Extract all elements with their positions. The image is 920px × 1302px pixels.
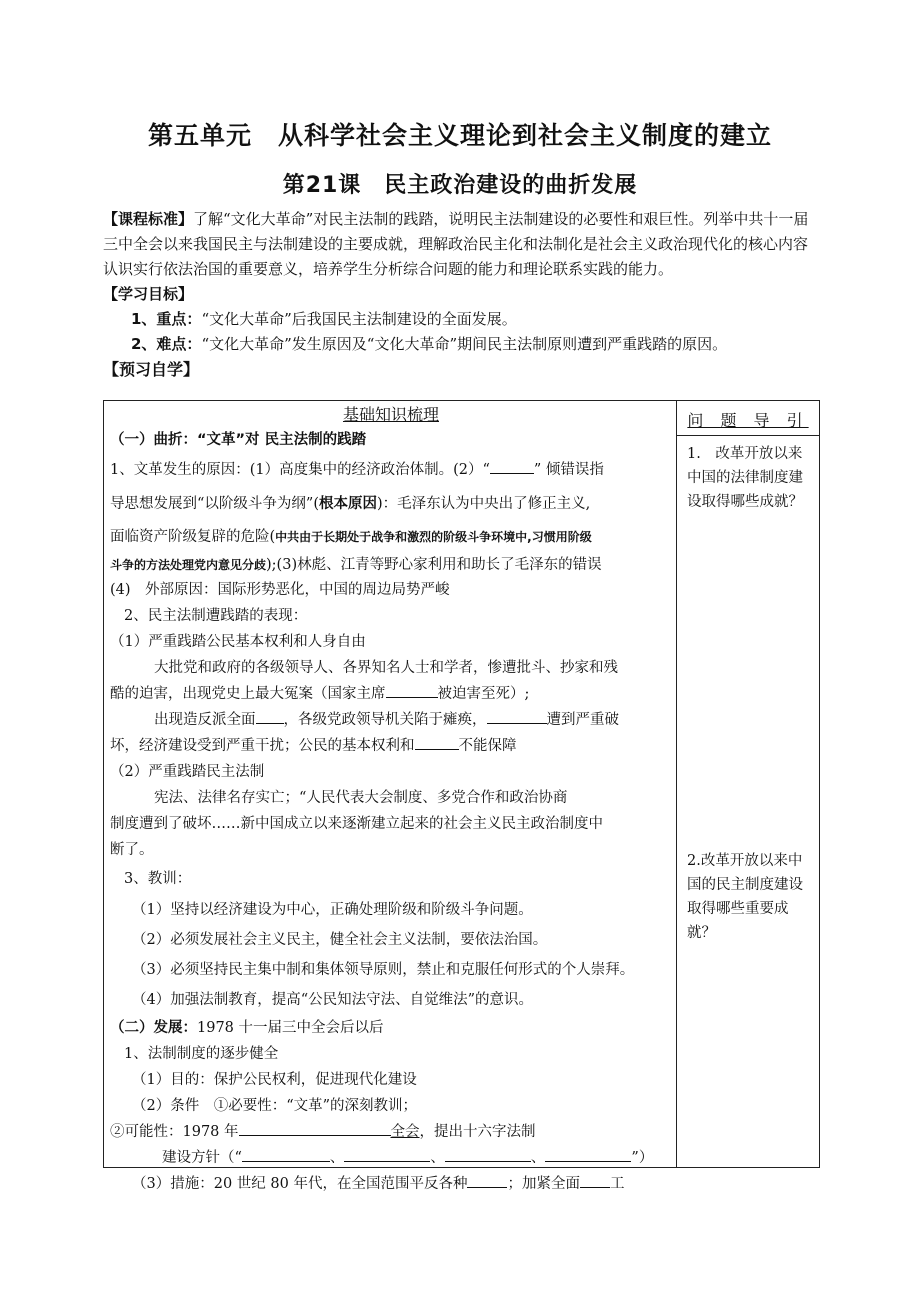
- goal1-text: “文化大革命”后我国民主法制建设的全面发展。: [201, 310, 517, 328]
- text-line: （3）措施：20 世纪 80 年代，在全国范围平反各种 ；加紧全面 工: [110, 1171, 672, 1197]
- fill-blank[interactable]: [545, 1147, 631, 1162]
- text-line: (4) 外部原因：国际形势恶化，中国的周边局势严峻: [110, 582, 450, 598]
- text-line: （1）严重践踏公民基本权利和人身自由: [110, 634, 366, 650]
- knowledge-header: 基础知识梳理: [342, 405, 439, 424]
- lesson-title: 第21课 民主政治建设的曲折发展: [282, 173, 638, 198]
- text-line: 宪法、法律名存实亡；“人民代表大会制度、多党合作和政治协商: [154, 790, 568, 806]
- standard-text: 了解“文化大革命”对民主法制的践踏，说明民主法制建设的必要性和艰巨性。列举中共十一届三中全会以来我国民主与法制建设的主要成就，理解政治民主化和法制化是社会主义政治现代化的核心内容认识实行依法治国的重要意义，培养学生分析综合问题的能力和理论联系实践的能力。: [103, 210, 809, 278]
- text-line: 坏，经济建设受到严重干扰；公民的基本权利和 不能保障: [110, 733, 672, 759]
- text-line: （3）必须坚持民主集中制和集体领导原则，禁止和克服任何形式的个人崇拜。: [132, 962, 635, 978]
- unit-title: 第五单元 从科学社会主义理论到社会主义制度的建立: [147, 121, 772, 150]
- standard-label: 【课程标准】: [103, 210, 194, 228]
- text-line: 1、法制制度的逐步健全: [124, 1046, 279, 1062]
- text-line: 断了。: [110, 842, 154, 858]
- fill-blank[interactable]: [580, 1173, 610, 1188]
- fill-blank[interactable]: [386, 683, 438, 698]
- text-line: （2）严重践踏民主法制: [110, 764, 265, 780]
- preview-table: [103, 400, 820, 1192]
- fill-blank[interactable]: [344, 1147, 430, 1162]
- text-line: 2、民主法制遭践踏的表现：: [124, 608, 308, 624]
- fill-blank[interactable]: [242, 1147, 330, 1162]
- goal2-label: 2、难点：: [131, 335, 202, 353]
- question-2: 2.改革开放以来中国的民主制度建设取得哪些重要成就？: [687, 853, 803, 941]
- section-1-title: （一）曲折：“文革”对 民主法制的践踏: [110, 432, 367, 448]
- knowledge-column: [104, 401, 677, 1192]
- text-line: （1）目的：保护公民权利，促进现代化建设: [132, 1072, 417, 1088]
- text-line: 导思想发展到“以阶级斗争为纲”(根本原因)：毛泽东认为中央出了修正主义,: [110, 496, 591, 512]
- course-standard: [103, 207, 815, 282]
- text-line: 制度遭到了破坏……新中国成立以来逐渐建立起来的社会主义民主政治制度中: [110, 816, 603, 832]
- goal1-label: 1、重点：: [131, 310, 202, 328]
- fill-blank[interactable]: [445, 1147, 531, 1162]
- goal2-text: “文化大革命”发生原因及“文化大革命”期间民主法制原则遭到严重践踏的原因。: [201, 335, 728, 353]
- text-line: （4）加强法制教育，提高“公民知法守法、自觉维法”的意识。: [132, 992, 534, 1008]
- fill-blank[interactable]: [487, 709, 547, 724]
- question-1: 1. 改革开放以来中国的法律制度建设取得哪些成就？: [687, 446, 803, 510]
- text-line: 酷的迫害，出现党史上最大冤案（国家主席 被迫害至死）;: [110, 681, 672, 707]
- question-header: 问 题 导 引: [677, 401, 819, 436]
- text-line: 大批党和政府的各级领导人、各界知名人士和学者，惨遭批斗、抄家和残: [154, 660, 618, 676]
- goal-2: [103, 332, 815, 357]
- goals-label: 【学习目标】: [103, 285, 194, 303]
- fill-blank[interactable]: [415, 735, 459, 750]
- text-line: 斗争的方法处理党内意见分歧);(3)林彪、江青等野心家利用和助长了毛泽东的错误: [110, 557, 602, 573]
- preview-label: 【预习自学】: [103, 360, 200, 379]
- text-line: 面临资产阶级复辟的危险(中共由于长期处于战争和激烈的阶级斗争环境中,习惯用阶级: [110, 529, 592, 545]
- fill-blank[interactable]: [239, 1121, 391, 1136]
- text-line: 出现造反派全面 ，各级党政领导机关陷于瘫痪， 遭到严重破: [110, 707, 672, 733]
- goal-1: [103, 307, 815, 332]
- intro-section: [103, 207, 815, 382]
- text-line: 1、文革发生的原因：(1）高度集中的经济政治体制。(2）“ ” 倾错误指: [110, 453, 672, 487]
- text-line: （2）条件 ①必要性：“文革”的深刻教训；: [132, 1098, 418, 1114]
- question-column: [677, 401, 819, 1167]
- fill-blank[interactable]: [256, 709, 284, 724]
- text-line: （1）坚持以经济建设为中心，正确处理阶级和阶级斗争问题。: [132, 902, 533, 918]
- text-line: 3、教训：: [124, 871, 192, 887]
- fill-blank[interactable]: [490, 459, 534, 474]
- text-line: ②可能性：1978 年 全会，提出十六字法制: [110, 1119, 672, 1145]
- text-line: （2）必须发展社会主义民主，健全社会主义法制，要依法治国。: [132, 932, 548, 948]
- section-2-title: （二）发展：1978 十一届三中全会后以后: [110, 1020, 384, 1036]
- fill-blank[interactable]: [467, 1173, 507, 1188]
- text-line: 建设方针（“ 、 、 、 ”）: [110, 1145, 672, 1171]
